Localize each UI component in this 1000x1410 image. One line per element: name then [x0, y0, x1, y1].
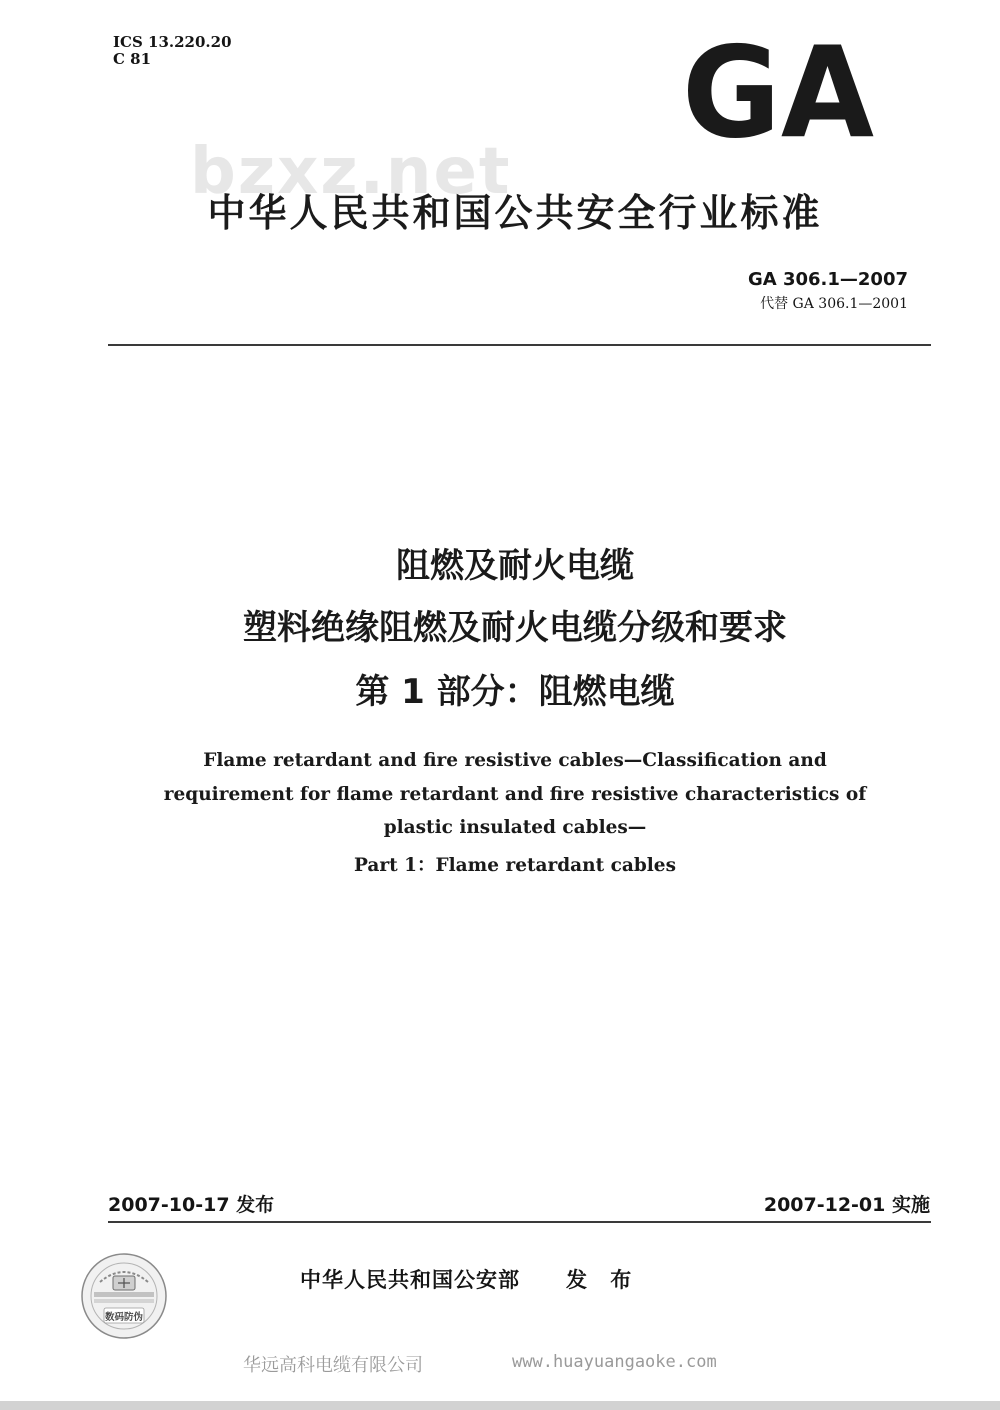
- ccs-code: C 81: [113, 50, 152, 68]
- publisher-name: 中华人民共和国公安部: [300, 1268, 520, 1292]
- bottom-divider: [108, 1221, 931, 1223]
- seal-text: 数码防伪: [104, 1312, 144, 1323]
- standard-code: GA 306.1—2007: [747, 269, 908, 290]
- ga-logo-text: GA: [682, 40, 874, 140]
- english-title-line-4: Part 1：Flame retardant cables: [354, 855, 676, 876]
- footer-company: 华远高科电缆有限公司: [243, 1355, 423, 1376]
- ga-logo: [680, 40, 876, 140]
- implementation-date: 2007-12-01 实施: [763, 1194, 930, 1216]
- chinese-title-line-3: 第 1 部分：阻燃电缆: [355, 672, 675, 712]
- publisher-action: 发 布: [566, 1268, 640, 1292]
- chinese-title-line-1: 阻燃及耐火电缆: [396, 546, 634, 586]
- chinese-title-line-2: 塑料绝缘阻燃及耐火电缆分级和要求: [243, 608, 787, 648]
- english-title-line-3: plastic insulated cables—: [383, 817, 647, 838]
- industry-standard-title: 中华人民共和国公共安全行业标准: [207, 191, 823, 235]
- ics-code: ICS 13.220.20: [113, 33, 232, 51]
- english-title-line-2: requirement for flame retardant and fire resistive characteristics of: [163, 784, 867, 805]
- classification-codes: [113, 34, 232, 68]
- english-title-line-1: Flame retardant and fire resistive cables—Classification and: [203, 750, 827, 771]
- watermark: bzxz.net: [190, 135, 512, 209]
- anti-counterfeit-seal-icon: [80, 1252, 168, 1340]
- replaced-standard: 代替 GA 306.1—2001: [760, 296, 908, 312]
- top-divider: [108, 344, 931, 346]
- page-bottom-bar: [0, 1401, 1000, 1410]
- issue-date: 2007-10-17 发布: [108, 1194, 275, 1216]
- publisher: [300, 1264, 639, 1294]
- footer-url[interactable]: www.huayuangaoke.com: [512, 1352, 717, 1372]
